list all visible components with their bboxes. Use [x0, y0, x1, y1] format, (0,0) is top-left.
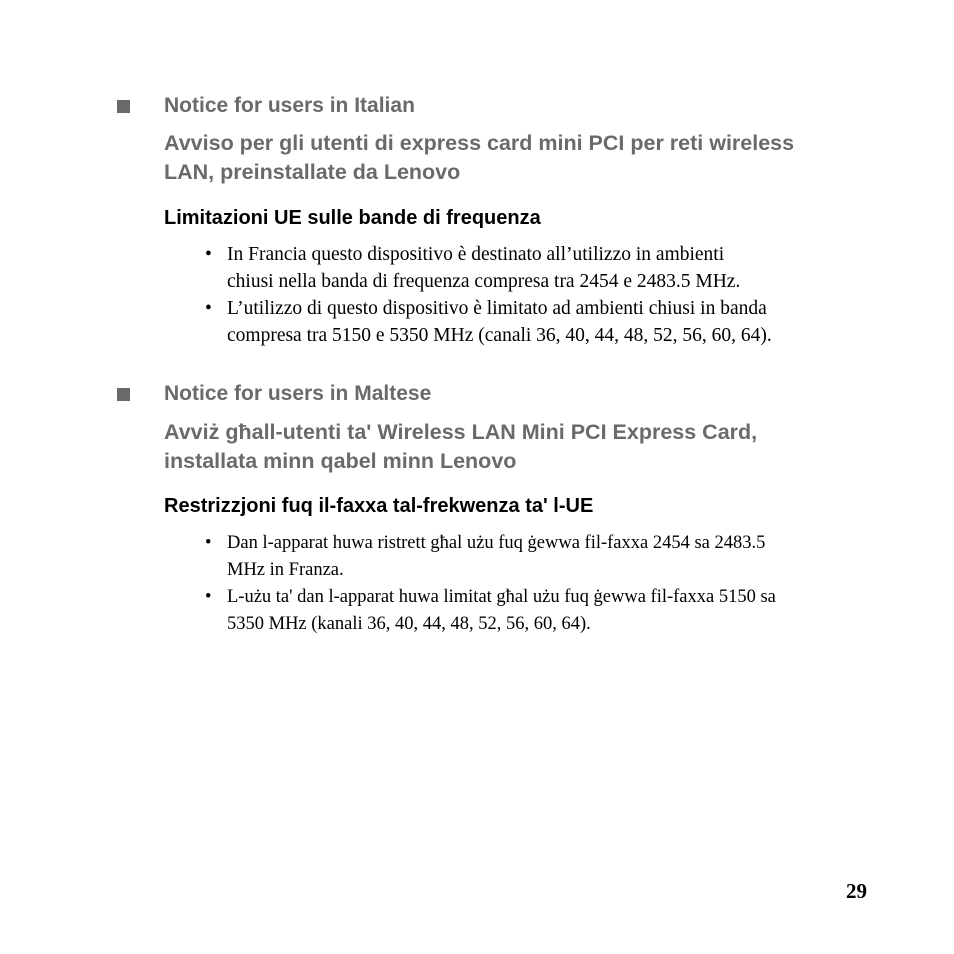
list-item-text	[227, 530, 887, 584]
bullet-marker: •	[205, 244, 212, 265]
page-number: 29	[846, 879, 867, 903]
list-item-line: L’utilizzo di questo dispositivo è limitato ad ambienti chiusi in banda	[227, 298, 767, 319]
section-heading	[164, 129, 884, 187]
square-bullet-icon	[117, 388, 130, 401]
list-item	[200, 295, 890, 349]
section-heading-line: Avviso per gli utenti di express card mini PCI per reti wireless	[164, 131, 795, 155]
list-item-line: MHz in Franza.	[227, 560, 344, 580]
notice-heading-maltese	[0, 381, 954, 407]
notice-heading-italian	[0, 93, 954, 119]
list-item-line: In Francia questo dispositivo è destinato all’utilizzo in ambienti	[227, 244, 725, 265]
list-item	[200, 530, 890, 584]
square-bullet-icon	[117, 100, 130, 113]
notice-title: Notice for users in Maltese	[164, 382, 432, 405]
list-item	[200, 241, 890, 295]
section-heading-line: installata minn qabel minn Lenovo	[164, 449, 517, 473]
bullet-marker: •	[205, 298, 212, 319]
list-item-text	[227, 584, 887, 638]
list-item	[200, 584, 890, 638]
section-heading-line: Avviż għall-utenti ta' Wireless LAN Mini PCI Express Card,	[164, 420, 758, 444]
subsection-heading: Restrizzjoni fuq il-faxxa tal-frekwenza ta' l-UE	[164, 495, 594, 517]
list-item-line: chiusi nella banda di frequenza compresa tra 2454 e 2483.5 MHz.	[227, 271, 741, 292]
section-heading	[164, 418, 884, 476]
list-item-text	[227, 295, 887, 349]
list-item-line: 5350 MHz (kanali 36, 40, 44, 48, 52, 56, 60, 64).	[227, 614, 591, 634]
list-item-line: L-użu ta' dan l-apparat huwa limitat għal użu fuq ġewwa fil-faxxa 5150 sa	[227, 587, 776, 607]
section-heading-line: LAN, preinstallate da Lenovo	[164, 160, 461, 184]
list-item-text	[227, 241, 887, 295]
bullet-marker: •	[205, 533, 212, 553]
notice-title: Notice for users in Italian	[164, 94, 415, 117]
list-item-line: compresa tra 5150 e 5350 MHz (canali 36, 40, 44, 48, 52, 56, 60, 64).	[227, 325, 772, 346]
subsection-heading: Limitazioni UE sulle bande di frequenza	[164, 207, 541, 229]
list-item-line: Dan l-apparat huwa ristrett għal użu fuq ġewwa fil-faxxa 2454 sa 2483.5	[227, 533, 766, 553]
bullet-marker: •	[205, 587, 212, 607]
